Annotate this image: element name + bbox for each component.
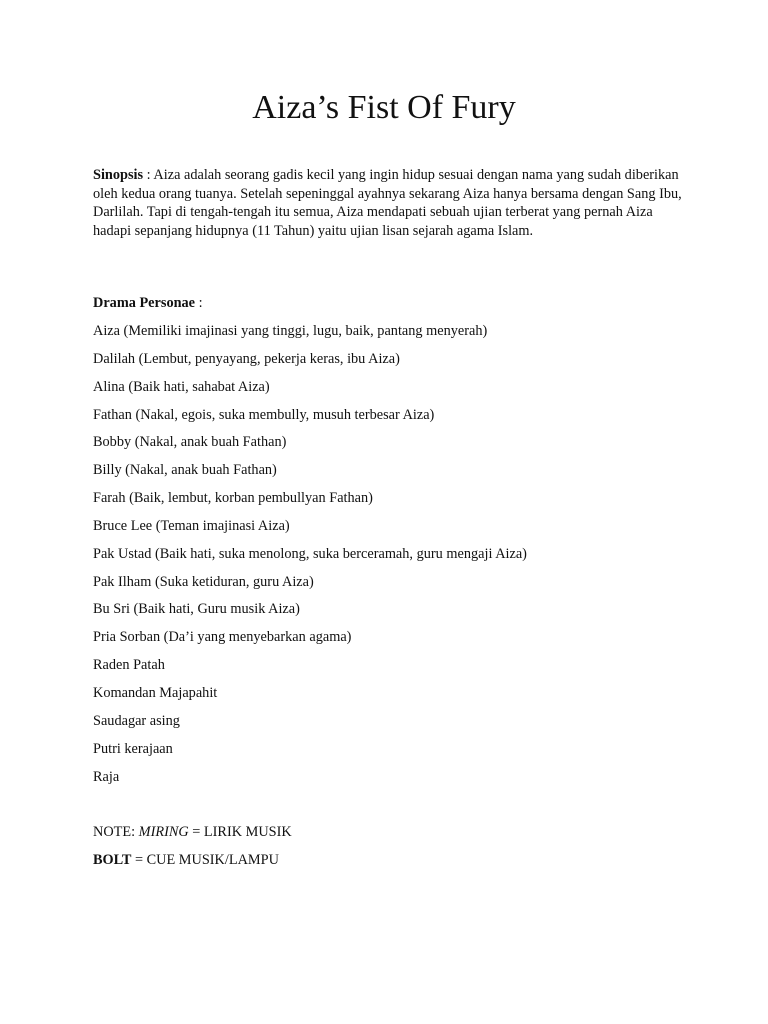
character-item: Farah (Baik, lembut, korban pembullyan Fathan) xyxy=(93,490,373,507)
note-prefix: NOTE: xyxy=(93,824,139,840)
note-italic-line xyxy=(93,823,292,841)
drama-personae-separator: : xyxy=(195,295,203,311)
character-item: Aiza (Memiliki imajinasi yang tinggi, lugu, baik, pantang menyerah) xyxy=(93,323,488,339)
note-italic-meaning: = LIRIK MUSIK xyxy=(188,824,292,840)
drama-personae-heading xyxy=(93,294,203,312)
character-item: Bobby (Nakal, anak buah Fathan) xyxy=(93,434,287,451)
character-item: Bruce Lee (Teman imajinasi Aiza) xyxy=(93,517,290,534)
character-item: Alina (Baik hati, sahabat Aiza) xyxy=(93,378,270,395)
character-item: Fathan (Nakal, egois, suka membully, musuh terbesar Aiza) xyxy=(93,406,435,423)
synopsis-separator: : xyxy=(143,167,154,183)
note-bold-word: BOLT xyxy=(93,852,132,868)
character-item: Bu Sri (Baik hati, Guru musik Aiza) xyxy=(93,601,300,618)
document-title: Aiza’s Fist Of Fury xyxy=(252,89,516,126)
synopsis-paragraph xyxy=(93,166,683,240)
character-item: Dalilah (Lembut, penyayang, pekerja keras, ibu Aiza) xyxy=(93,350,400,367)
character-list xyxy=(93,321,527,794)
character-item: Raden Patah xyxy=(93,657,165,674)
note-bold-line xyxy=(93,851,279,869)
character-item: Saudagar asing xyxy=(93,712,180,729)
note-bold-meaning: = CUE MUSIK/LAMPU xyxy=(131,852,279,868)
drama-personae-label: Drama Personae xyxy=(93,295,196,311)
character-item: Raja xyxy=(93,768,120,785)
synopsis-label: Sinopsis xyxy=(93,167,144,183)
character-item: Pak Ilham (Suka ketiduran, guru Aiza) xyxy=(93,573,314,590)
character-item: Billy (Nakal, anak buah Fathan) xyxy=(93,462,277,479)
synopsis-text: Aiza adalah seorang gadis kecil yang ingin hidup sesuai dengan nama yang sudah diberikan oleh kedua orang tuanya. Setelah sepeninggal ayahnya sekarang Aiza hanya bersama dengan Sang Ibu, Darlilah. Tapi di tengah-tengah itu semua, Aiza mendapati sebuah ujian terberat yang pernah Aiza hadapi sepanjang hidupnya (11 Tahun) yaitu ujian lisan sejarah agama Islam. xyxy=(93,167,682,239)
character-item: Komandan Majapahit xyxy=(93,684,218,701)
note-italic-word: MIRING xyxy=(138,824,189,840)
character-item: Pria Sorban (Da’i yang menyebarkan agama) xyxy=(93,629,352,646)
character-item: Pak Ustad (Baik hati, suka menolong, suka berceramah, guru mengaji Aiza) xyxy=(93,545,527,562)
character-item: Putri kerajaan xyxy=(93,740,173,757)
